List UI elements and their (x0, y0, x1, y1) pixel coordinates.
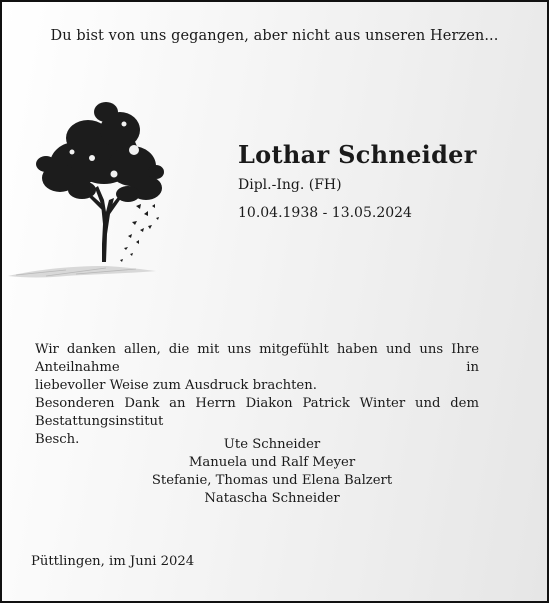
tree-icon (6, 94, 168, 284)
signers-list (122, 436, 422, 508)
thanks-line: Besch. (35, 432, 80, 447)
thanks-text (35, 341, 479, 449)
signer: Stefanie, Thomas und Elena Balzert (151, 473, 393, 488)
deceased-title: Dipl.-Ing. (FH) (238, 177, 342, 193)
motto: Du bist von uns gegangen, aber nicht aus unseren Herzen... (50, 28, 499, 44)
signer: Ute Schneider (223, 437, 321, 452)
thanks-line: Wir danken allen, die mit uns mitgefühlt haben und uns Ihre Anteilnahme in (35, 342, 479, 375)
signer: Natascha Schneider (204, 491, 340, 506)
life-dates: 10.04.1938 - 13.05.2024 (238, 205, 412, 221)
deceased-name: Lothar Schneider (238, 140, 477, 169)
thanks-line: Besonderen Dank an Herrn Diakon Patrick Winter und dem Bestattungsinstitut (35, 396, 479, 429)
deceased-info (238, 140, 477, 221)
signer: Manuela und Ralf Meyer (188, 455, 356, 470)
place-date: Püttlingen, im Juni 2024 (31, 554, 195, 569)
thanks-line: liebevoller Weise zum Ausdruck brachten. (35, 378, 317, 393)
